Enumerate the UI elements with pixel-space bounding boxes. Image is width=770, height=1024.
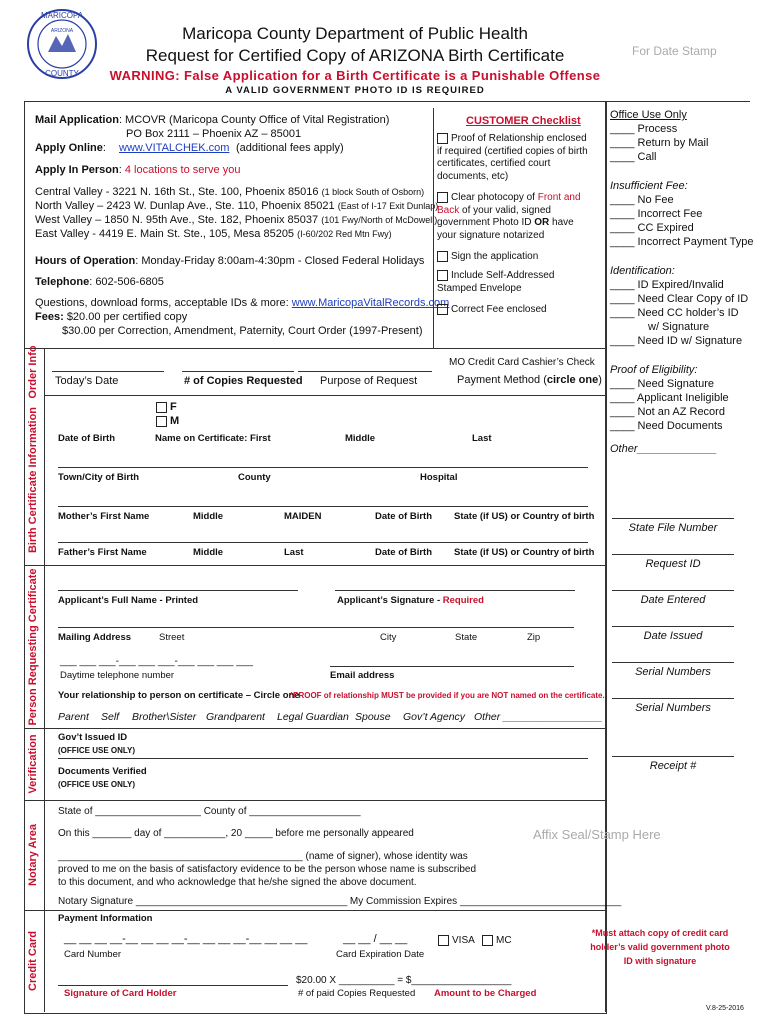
credit-card-section: Credit Card [27,931,39,991]
amount-charged-label: Amount to be Charged [434,988,537,999]
rel-sibling[interactable]: Brother\Sister [132,711,197,723]
signature-label: Applicant’s Signature - Required [337,595,484,606]
rel-parent[interactable]: Parent [58,711,89,723]
payment-info-label: Payment Information [58,913,153,924]
order-top-border [24,348,605,349]
checkbox-visa[interactable] [438,935,449,946]
signature-field[interactable] [335,590,575,591]
father-state-label: State (if US) or Country of birth [454,547,595,558]
father-last-label: Last [284,547,304,558]
middle-name-label: Middle [345,433,376,444]
rel-grandparent[interactable]: Grandparent [206,711,265,723]
vital-records-link[interactable]: www.MaricopaVitalRecords.com [291,297,450,309]
office-need-cc-holder-id: ____ Need CC holder’s ID [610,307,739,319]
notary-proved: proved to me on the basis of satisfactory evidence to be the person whose name is subscribed [58,864,477,875]
requester-section: Person Requesting Certificate [27,567,39,726]
apply-in-person: Apply In Person: 4 locations to serve you [35,164,241,176]
copies-field[interactable] [182,371,294,372]
office-top-border [605,101,750,102]
sex-male[interactable]: M [156,415,179,427]
checkbox-proof[interactable] [437,133,448,144]
checkbox-fee[interactable] [437,304,448,315]
phone-field[interactable]: ___ ___ ___-___ ___ ___-___ ___ ___ ___ [60,656,253,667]
notary-bottom-border [24,910,605,911]
receipt-number: Receipt # [649,760,697,772]
mail-address: PO Box 2111 – Phoenix AZ – 85001 [126,128,302,140]
relationship-label: Your relationship to person on certificate – Circle one [58,690,300,701]
serial-line-2 [612,698,734,699]
office-no-fee: ____ No Fee [610,194,674,206]
id-required-text: A VALID GOVERNMENT PHOTO ID IS REQUIRED [225,85,485,96]
city-label: City [380,632,397,643]
office-incorrect-fee: ____ Incorrect Fee [610,208,703,220]
documents-office-use: (OFFICE USE ONLY) [58,780,136,789]
insufficient-fee-title: Insufficient Fee: [610,180,688,192]
mother-middle-label: Middle [193,511,224,522]
office-need-signature: ____ Need Signature [610,378,714,390]
proof-note: *PROOF of relationship MUST be provided if you are NOT named on the certificate. [290,691,605,700]
office-use-title: Office Use Only [610,109,687,121]
verification-section: Verification [27,734,39,794]
amount-calculation[interactable]: $20.00 X __________ = $__________________ [296,975,512,986]
order-info-section: Order Info [27,345,39,399]
serial-line-1 [612,662,734,663]
office-applicant-ineligible: ____ Applicant Ineligible [610,392,729,404]
mother-state-label: State (if US) or Country of birth [454,511,595,522]
notary-section: Notary Area [27,824,39,886]
checkbox-sign[interactable] [437,251,448,262]
last-name-label: Last [472,433,492,444]
mail-application: Mail Application: MCOVR (Maricopa County Office of Vital Registration) [35,114,390,126]
todays-date-field[interactable] [52,371,164,372]
fees-line: Fees: $20.00 per certified copy [35,311,188,323]
office-need-id-signature: ____ Need ID w/ Signature [610,335,743,347]
notary-on-this[interactable]: On this _______ day of ___________, 20 _____ before me personally appeared [58,828,414,839]
phone-label: Daytime telephone number [60,670,175,681]
office-cc-expired: ____ CC Expired [610,222,694,234]
mother-maiden-label: MAIDEN [284,511,322,522]
office-need-clear-copy: ____ Need Clear Copy of ID [610,293,749,305]
request-id: Request ID [645,558,701,570]
office-call: ____ Call [610,151,657,163]
checklist-item-envelope[interactable]: Include Self-Addressed Stamped Envelope [437,270,555,294]
govt-id-office-use: (OFFICE USE ONLY) [58,746,136,755]
location-east: East Valley - 4419 E. Main St. Ste., 105, Mesa 85205 (I-60/202 Red Mtn Fwy) [35,228,392,240]
office-incorrect-payment: ____ Incorrect Payment Type [610,236,754,248]
credit-note-2: holder’s valid government photo [590,942,730,952]
street-label: Street [159,632,185,643]
birthplace-field[interactable] [58,467,588,468]
checklist-divider [433,108,434,348]
checkbox-mc[interactable] [482,935,493,946]
hospital-label: Hospital [420,472,458,483]
birth-certificate-section: Birth Certificate Information [27,406,39,554]
purpose-label: Purpose of Request [320,375,418,387]
card-expiration-field[interactable]: __ __ / __ __ [343,933,408,945]
checkbox-envelope[interactable] [437,270,448,281]
card-number-field[interactable]: __ __ __ __-__ __ __ __-__ __ __ __-__ __ __ __ [64,933,308,945]
mailing-address-label: Mailing Address [58,632,132,643]
location-north: North Valley – 2423 W. Dunlap Ave., Ste. 110, Phoenix 85021 (East of I-17 Exit Dunlap) [35,200,439,212]
checklist-item-photo-id[interactable]: Clear photocopy of Front and Back of your valid, signed government Photo ID OR have your signature notarized [437,192,581,241]
office-other: Other_____________ [610,443,718,455]
request-id-line [612,554,734,555]
svg-text:COUNTY: COUNTY [45,69,79,78]
full-name-label: Applicant’s Full Name - Printed [58,595,199,606]
zip-label: Zip [527,632,541,643]
county-label: County [238,472,271,483]
father-dob-label: Date of Birth [375,547,432,558]
card-expiration-label: Card Expiration Date [336,949,425,960]
notary-state-county[interactable]: State of ___________________ County of ____________________ [58,806,361,817]
warning-text: WARNING: False Application for a Birth Certificate is a Punishable Offense [109,68,601,83]
verification-bottom-border [24,800,605,801]
mailing-address-field[interactable] [58,627,574,628]
paid-copies-label: # of paid Copies Requested [298,988,416,999]
serial-numbers-1: Serial Numbers [635,666,711,678]
checkbox-female[interactable] [156,402,167,413]
state-file-number: State File Number [628,522,718,534]
date-entered-line [612,590,734,591]
full-name-field[interactable] [58,590,298,591]
email-field[interactable] [330,666,574,667]
hours-of-operation: Hours of Operation: Monday-Friday 8:00am-4:30pm - Closed Federal Holidays [35,255,425,267]
father-first-label: Father’s First Name [58,547,147,558]
credit-note-3: ID with signature [623,956,697,966]
identification-title: Identification: [610,265,675,277]
mc-option[interactable]: MC [482,935,512,946]
card-holder-signature-label: Signature of Card Holder [64,988,177,999]
checklist-item-sign[interactable]: Sign the application [437,251,592,262]
rel-agency[interactable]: Gov’t Agency [403,711,466,723]
sex-female[interactable]: F [156,401,177,413]
order-bottom-border [44,395,605,396]
todays-date-label: Today’s Date [55,375,119,387]
state-file-line [612,518,734,519]
customer-checklist-title: CUSTOMER Checklist [466,115,581,127]
visa-option[interactable]: VISA [438,935,475,946]
checkbox-photo-id[interactable] [437,192,448,203]
office-divider [605,101,606,1012]
office-not-az-record: ____ Not an AZ Record [610,406,725,418]
date-stamp-label: For Date Stamp [632,44,717,58]
state-label: State [455,632,478,643]
svg-text:MARICOPA: MARICOPA [40,11,84,20]
affix-seal-label: Affix Seal/Stamp Here [533,827,661,842]
birth-bottom-border [24,565,605,566]
card-holder-signature-field[interactable] [58,985,288,986]
form-title-1: Maricopa County Department of Public Health [182,24,528,43]
first-name-label: Name on Certificate: First [155,433,271,444]
svg-text:ARIZONA: ARIZONA [50,28,74,34]
office-process: ____ Process [610,123,678,135]
location-west: West Valley – 1850 N. 95th Ave., Ste. 182, Phoenix 85037 (101 Fwy/North of McDowell) [35,214,438,226]
card-number-label: Card Number [64,949,122,960]
vitalchek-link[interactable]: www.VITALCHEK.com [119,142,230,154]
checklist-item-proof[interactable]: Proof of Relationship enclosed if required (certified copies of birth certificates, certified court documents, etc) [437,133,588,182]
checkbox-male[interactable] [156,416,167,427]
mother-field[interactable] [58,506,588,507]
payment-options[interactable]: MO Credit Card Cashier’s Check [449,357,595,368]
requester-bottom-border [24,728,605,729]
online-fee-note: (additional fees apply) [236,142,344,154]
receipt-line [612,756,734,757]
dob-label: Date of Birth [58,433,115,444]
father-middle-label: Middle [193,547,224,558]
office-need-documents: ____ Need Documents [610,420,723,432]
notary-document: to this document, and who acknowledge that he/she signed the above document. [58,877,417,888]
eligibility-title: Proof of Eligibility: [610,364,698,376]
date-entered: Date Entered [640,594,706,606]
rel-other[interactable]: Other _________________ [474,711,603,723]
maricopa-county-seal [26,8,98,80]
purpose-field[interactable] [298,371,432,372]
office-id-expired: ____ ID Expired/Invalid [610,279,724,291]
serial-numbers-2: Serial Numbers [635,702,711,714]
govt-id-label: Gov’t Issued ID [58,732,128,743]
questions-line: Questions, download forms, acceptable IDs & more: www.MaricopaVitalRecords.com [35,297,450,309]
documents-verified-label: Documents Verified [58,766,147,777]
govt-id-field[interactable] [58,758,588,759]
location-central: Central Valley - 3221 N. 16th St., Ste. 100, Phoenix 85016 (1 block South of Osborn) [35,186,425,198]
checklist-item-fee[interactable]: Correct Fee enclosed [437,304,592,315]
credit-note-1: *Must attach copy of credit card [591,928,729,938]
office-return-mail: ____ Return by Mail [610,137,709,149]
notary-signature[interactable]: Notary Signature ______________________________________ My Commission Expires _____________________________ [58,896,622,907]
date-issued-line [612,626,734,627]
mother-dob-label: Date of Birth [375,511,432,522]
rel-self[interactable]: Self [101,711,120,723]
form-title-2: Request for Certified Copy of ARIZONA Birth Certificate [145,46,565,65]
office-w-signature: w/ Signature [648,321,710,333]
payment-method-label: Payment Method (circle one) [457,374,602,386]
copies-label: # of Copies Requested [184,375,303,387]
notary-signer[interactable]: ____________________________________________ (name of signer), whose identity was [58,851,468,862]
telephone: Telephone: 602-506-6805 [35,276,164,288]
side-label-divider [44,348,45,1012]
date-issued: Date Issued [643,630,703,642]
fees-line-2: $30.00 per Correction, Amendment, Paternity, Court Order (1997-Present) [62,325,423,337]
email-label: Email address [330,670,395,681]
apply-online: Apply Online: [35,142,106,154]
father-field[interactable] [58,542,588,543]
rel-spouse[interactable]: Spouse [355,711,391,723]
rel-guardian[interactable]: Legal Guardian [277,711,349,723]
version-label: V.8-25-2016 [706,1005,744,1012]
town-city-label: Town/City of Birth [58,472,140,483]
mother-first-label: Mother’s First Name [58,511,150,522]
